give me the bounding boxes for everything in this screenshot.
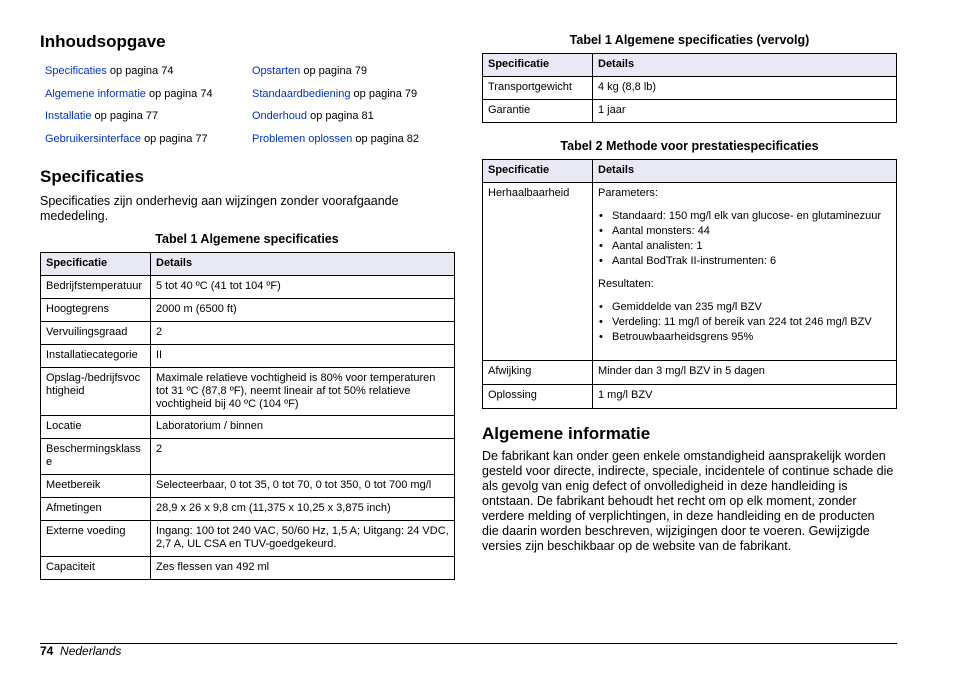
cell: Beschermingsklass e <box>41 439 151 475</box>
header-cell: Details <box>593 54 897 77</box>
cell <box>593 183 897 361</box>
header-cell: Specificatie <box>483 54 593 77</box>
table-row <box>483 361 897 385</box>
header-cell: Details <box>151 253 455 276</box>
cell: Meetbereik <box>41 475 151 498</box>
general-text: De fabrikant kan onder geen enkele omstandigheid aansprakelijk worden gesteld voor directe, indirecte, speciale, incidentele of continue schade die als gevolg van enig defect of onvolledigheid in deze handleiding is ontstaan. De fabrikant behoudt het recht om op elk moment, zonder verdere melding of verplichtingen, in deze handleiding en de producten die daarin worden beschreven, wijzigingen door te voeren. Gewijzigde versies zijn beschikbaar op de website van de fabrikant. <box>482 449 894 553</box>
cell: Oplossing <box>483 385 593 409</box>
header-cell: Details <box>593 160 897 183</box>
toc-page: op pagina 82 <box>355 133 419 145</box>
cell: Installatiecategorie <box>41 345 151 368</box>
cell: Garantie <box>483 100 593 123</box>
list-item: • Aantal monsters: 44 <box>598 224 891 239</box>
cell: 2 <box>151 322 455 345</box>
table1 <box>40 252 455 580</box>
cell: Ingang: 100 tot 240 VAC, 50/60 Hz, 1,5 A; Uitgang: 24 VDC, 2,7 A, UL CSA en TUV-goedgekeurd. <box>151 521 455 557</box>
footer <box>40 644 121 658</box>
toc-link[interactable]: Gebruikersinterface <box>45 133 141 145</box>
table-row <box>41 322 455 345</box>
cell: 1 mg/l BZV <box>593 385 897 409</box>
table-header-row <box>483 54 897 77</box>
toc-page: op pagina 74 <box>148 88 213 100</box>
params-label: Parameters: <box>598 187 658 199</box>
table-row <box>483 183 897 361</box>
toc-page: op pagina 74 <box>109 65 174 77</box>
toc-item <box>45 110 158 122</box>
table2-caption: Tabel 2 Methode voor prestatiespecificaties <box>560 139 819 153</box>
specs-title: Specificaties <box>40 167 144 186</box>
cell: Afmetingen <box>41 498 151 521</box>
table-row <box>41 439 455 475</box>
list-item: • Gemiddelde van 235 mg/l BZV <box>598 300 891 315</box>
cell: Transportgewicht <box>483 77 593 100</box>
toc-link[interactable]: Standaardbediening <box>252 88 351 100</box>
toc-link[interactable]: Installatie <box>45 110 92 122</box>
cell: Hoogtegrens <box>41 299 151 322</box>
footer-divider <box>40 643 897 644</box>
toc-page: op pagina 79 <box>353 88 418 100</box>
list-item: • Verdeling: 11 mg/l of bereik van 224 tot 246 mg/l BZV <box>598 315 891 330</box>
toc-link[interactable]: Opstarten <box>252 65 301 77</box>
cell: Locatie <box>41 416 151 439</box>
table2 <box>482 159 897 409</box>
toc-page: op pagina 77 <box>94 110 159 122</box>
cell: Vervuilingsgraad <box>41 322 151 345</box>
table-header-row <box>41 253 455 276</box>
general-title: Algemene informatie <box>482 424 651 443</box>
cell: Selecteerbaar, 0 tot 35, 0 tot 70, 0 tot 350, 0 tot 700 mg/l <box>151 475 455 498</box>
list-item: • Betrouwbaarheidsgrens 95% <box>598 330 891 345</box>
cell: Opslag-/bedrijfsvoc htigheid <box>41 368 151 416</box>
list-item: • Standaard: 150 mg/l elk van glucose- en glutaminezuur <box>598 209 891 224</box>
toc-page: op pagina 77 <box>144 133 208 145</box>
table1-caption: Tabel 1 Algemene specificaties <box>155 232 339 246</box>
table-header-row <box>483 160 897 183</box>
table-row <box>41 368 455 416</box>
toc-item <box>252 110 374 122</box>
table1-continued <box>482 53 897 123</box>
cell: Zes flessen van 492 ml <box>151 557 455 580</box>
table-row <box>41 276 455 299</box>
cell: 1 jaar <box>593 100 897 123</box>
table-row <box>41 416 455 439</box>
toc-item <box>252 88 417 100</box>
table-row <box>41 557 455 580</box>
toc-link[interactable]: Onderhoud <box>252 110 308 122</box>
table-row <box>483 77 897 100</box>
table-row <box>41 345 455 368</box>
cell: Externe voeding <box>41 521 151 557</box>
toc-item <box>45 65 173 77</box>
header-cell: Specificatie <box>41 253 151 276</box>
table1cont-caption: Tabel 1 Algemene specificaties (vervolg) <box>569 33 810 47</box>
cell: 2000 m (6500 ft) <box>151 299 455 322</box>
table-row <box>41 521 455 557</box>
toc-item <box>45 133 208 145</box>
table-row <box>483 385 897 409</box>
toc-item <box>252 65 367 77</box>
list-item: • Aantal analisten: 1 <box>598 239 891 254</box>
list-item: • Aantal BodTrak II-instrumenten: 6 <box>598 254 891 269</box>
cell: 4 kg (8,8 lb) <box>593 77 897 100</box>
toc-page: op pagina 79 <box>303 65 367 77</box>
toc-link[interactable]: Problemen oplossen <box>252 133 353 145</box>
cell: 28,9 x 26 x 9,8 cm (11,375 x 10,25 x 3,875 inch) <box>151 498 455 521</box>
page-number: 74 <box>40 644 54 658</box>
toc-link[interactable]: Specificaties <box>45 65 107 77</box>
header-cell: Specificatie <box>483 160 593 183</box>
cell: Maximale relatieve vochtigheid is 80% voor temperaturen tot 31 ºC (87,8 ºF), neemt lineair af tot 50% relatieve vochtigheid bij 40 ºC (104 ºF) <box>151 368 455 416</box>
footer-language: Nederlands <box>60 644 122 658</box>
params-list <box>598 209 891 269</box>
results-label: Resultaten: <box>598 278 654 290</box>
table-row <box>41 475 455 498</box>
cell: II <box>151 345 455 368</box>
toc-page: op pagina 81 <box>310 110 374 122</box>
cell: 2 <box>151 439 455 475</box>
table-row <box>41 498 455 521</box>
toc-title: Inhoudsopgave <box>40 32 166 51</box>
table-row <box>483 100 897 123</box>
toc-item <box>45 88 213 100</box>
toc-item <box>252 133 419 145</box>
cell: Herhaalbaarheid <box>483 183 593 361</box>
results-list <box>598 300 891 345</box>
cell: Capaciteit <box>41 557 151 580</box>
cell: Bedrijfstemperatuur <box>41 276 151 299</box>
table-row <box>41 299 455 322</box>
toc-link[interactable]: Algemene informatie <box>45 88 146 100</box>
cell: Laboratorium / binnen <box>151 416 455 439</box>
cell: Minder dan 3 mg/l BZV in 5 dagen <box>593 361 897 385</box>
cell: 5 tot 40 ºC (41 tot 104 ºF) <box>151 276 455 299</box>
specs-intro: Specificaties zijn onderhevig aan wijzingen zonder voorafgaande mededeling. <box>40 194 399 223</box>
cell: Afwijking <box>483 361 593 385</box>
